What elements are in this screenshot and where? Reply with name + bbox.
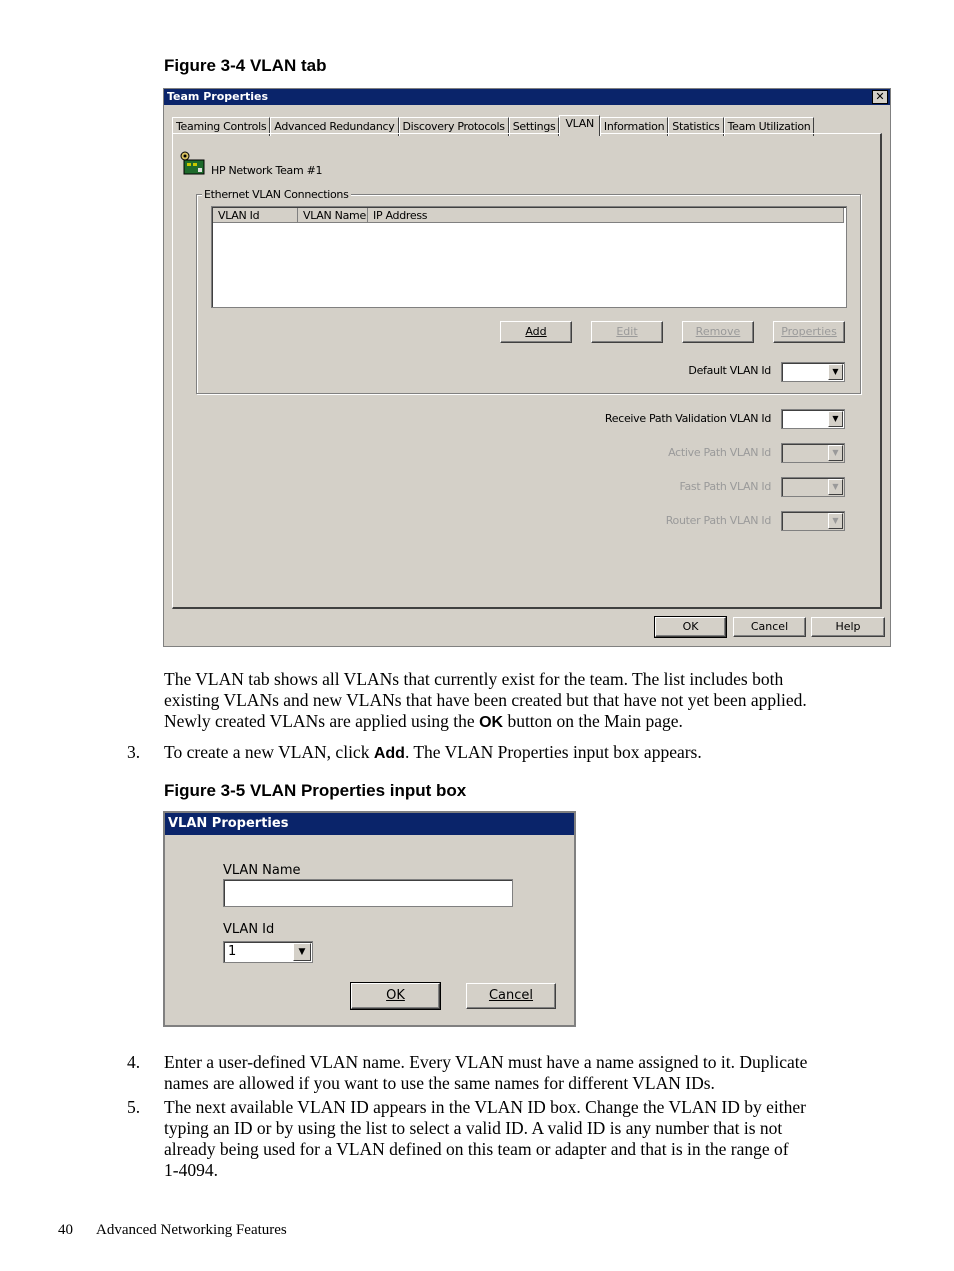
vlan-list[interactable] bbox=[211, 206, 847, 308]
add-button[interactable]: Add bbox=[500, 321, 572, 343]
cancel-button[interactable]: Cancel bbox=[466, 983, 556, 1009]
dialog-title: Team Properties bbox=[164, 89, 890, 105]
router-path-combo[interactable] bbox=[781, 511, 845, 531]
tab-teaming-controls[interactable]: Teaming Controls bbox=[172, 117, 270, 136]
ok-button[interactable]: OK bbox=[655, 617, 726, 637]
step-number: 4. bbox=[127, 1052, 141, 1072]
remove-button[interactable]: Remove bbox=[682, 321, 754, 343]
ok-button[interactable]: OK bbox=[351, 983, 440, 1009]
chevron-down-icon[interactable]: ▼ bbox=[828, 513, 843, 529]
team-name: HP Network Team #1 bbox=[211, 164, 323, 177]
vlan-name-field[interactable] bbox=[223, 879, 513, 907]
close-icon[interactable]: ✕ bbox=[872, 90, 888, 104]
step-3-text: To create a new VLAN, click Add. The VLAN Properties input box appears. bbox=[164, 742, 702, 762]
tab-team-utilization[interactable]: Team Utilization bbox=[724, 117, 815, 136]
router-path-label: Router Path VLAN Id bbox=[665, 514, 771, 527]
chevron-down-icon[interactable]: ▼ bbox=[828, 479, 843, 495]
tab-discovery-protocols[interactable]: Discovery Protocols bbox=[399, 117, 509, 136]
tab-vlan[interactable]: VLAN bbox=[559, 115, 599, 136]
tab-strip bbox=[172, 115, 814, 134]
page-number: 40 bbox=[58, 1222, 73, 1238]
chevron-down-icon[interactable]: ▼ bbox=[828, 445, 843, 461]
dialog-title: VLAN Properties bbox=[165, 813, 574, 835]
step-5-text: The next available VLAN ID appears in the VLAN ID box. Change the VLAN ID by either typing an ID or by using the list to select a valid ID. A valid ID is any number that is not already being used for a VLAN defined on this team or adapter and that is in the range of 1-4094. bbox=[164, 1097, 806, 1180]
step-number: 3. bbox=[127, 742, 141, 762]
edit-button[interactable]: Edit bbox=[591, 321, 663, 343]
step-4-text: Enter a user-defined VLAN name. Every VLAN must have a name assigned to it. Duplicate names are allowed if you want to use the same names for different VLAN IDs. bbox=[164, 1052, 808, 1093]
vlan-id-value: 1 bbox=[228, 944, 237, 959]
active-path-label: Active Path VLAN Id bbox=[668, 446, 771, 459]
chevron-down-icon[interactable]: ▼ bbox=[828, 411, 843, 427]
vlan-name-label: VLAN Name bbox=[223, 863, 301, 878]
step-number: 5. bbox=[127, 1097, 141, 1117]
tab-advanced-redundancy[interactable]: Advanced Redundancy bbox=[270, 117, 398, 136]
help-button[interactable]: Help bbox=[811, 617, 885, 637]
vlan-tab-description: The VLAN tab shows all VLANs that currently exist for the team. The list includes both existing VLANs and new VLANs that have been created but that have not yet been applied. Newly created VLANs are applied using the OK button on the Main page. bbox=[164, 669, 807, 731]
figure-caption: Figure 3-5 VLAN Properties input box bbox=[164, 781, 467, 800]
column-header-ip-address[interactable]: IP Address bbox=[368, 208, 844, 223]
network-team-icon bbox=[178, 151, 206, 177]
vlan-id-label: VLAN Id bbox=[223, 922, 275, 937]
default-vlan-label: Default VLAN Id bbox=[688, 364, 771, 377]
column-header-vlan-id[interactable]: VLAN Id bbox=[213, 208, 298, 223]
tab-information[interactable]: Information bbox=[600, 117, 668, 136]
column-header-vlan-name[interactable]: VLAN Name bbox=[298, 208, 368, 223]
vlan-properties-dialog bbox=[163, 811, 576, 1027]
fast-path-label: Fast Path VLAN Id bbox=[679, 480, 771, 493]
vlan-id-combo[interactable] bbox=[223, 941, 313, 963]
chevron-down-icon[interactable]: ▼ bbox=[293, 943, 311, 961]
chevron-down-icon[interactable]: ▼ bbox=[828, 364, 843, 380]
running-footer: Advanced Networking Features bbox=[96, 1222, 287, 1238]
default-vlan-combo[interactable] bbox=[781, 362, 845, 382]
team-properties-dialog bbox=[163, 88, 891, 647]
receive-path-combo[interactable] bbox=[781, 409, 845, 429]
figure-caption: Figure 3-4 VLAN tab bbox=[164, 56, 327, 75]
properties-button[interactable]: Properties bbox=[773, 321, 845, 343]
tab-settings[interactable]: Settings bbox=[509, 117, 560, 136]
fast-path-combo[interactable] bbox=[781, 477, 845, 497]
vlan-tab-panel bbox=[172, 133, 882, 609]
tab-statistics[interactable]: Statistics bbox=[668, 117, 723, 136]
cancel-button[interactable]: Cancel bbox=[733, 617, 806, 637]
groupbox-title: Ethernet VLAN Connections bbox=[204, 188, 349, 201]
receive-path-label: Receive Path Validation VLAN Id bbox=[604, 412, 771, 425]
active-path-combo[interactable] bbox=[781, 443, 845, 463]
